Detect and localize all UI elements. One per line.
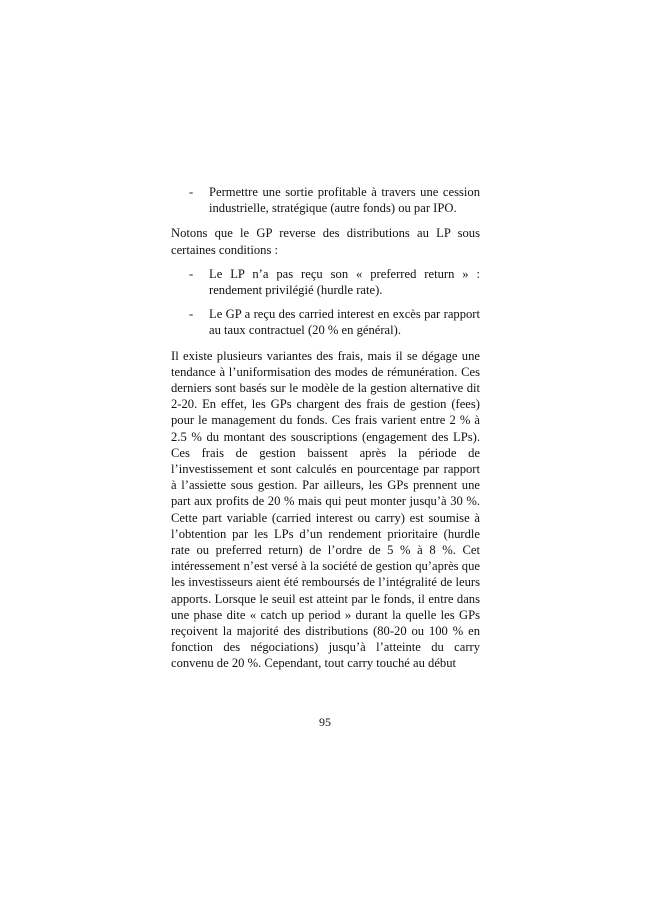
page-number: 95 (319, 715, 331, 729)
list-item-text: Le GP a reçu des carried interest en excès par rapport au taux contractuel (20 % en général). (209, 307, 480, 338)
list-dash: - (189, 185, 194, 199)
list-dash: - (189, 307, 194, 322)
page-body (171, 184, 480, 672)
list-item-exit (171, 184, 480, 216)
list-item-preferred-return (171, 266, 480, 298)
paragraph-main: Il existe plusieurs variantes des frais, mais il se dégage une tendance à l’uniformisation des modes de rémunération. Ces derniers sont basés sur le modèle de la gestion alternative dit 2-20. En effet, les GPs chargent des frais de gestion (fees) pour le management du fonds. Ces frais varient entre 2 % à 2.5 % du montant des souscriptions (engagement des LPs). Ces frais de gestion baissent après la période de l’investissement et sont calculés en pourcentage par rapport à l’assiette sous gestion. Par ailleurs, les GPs prennent une part aux profits de 20 % mais qui peut monter jusqu’à 30 %. Cette part variable (carried interest ou carry) est soumise à l’obtention par les LPs d’un rendement prioritaire (hurdle rate ou preferred return) de l’ordre de 5 % à 8 %. Cet intéressement n’est versé à la société de gestion qu’après que les investisseurs aient été remboursés de l’intégralité de leurs apports. Lorsque le seuil est atteint par le fonds, il entre dans une phase dite « catch up period » durant la quelle les GPs reçoivent la majorité des distributions (80-20 ou 100 % en fonction des négociations) jusqu’à l’atteinte du carry convenu de 20 %. Cependant, tout carry touché au début (171, 348, 480, 671)
list-item-text: Permettre une sortie profitable à travers une cession industrielle, stratégique (autre fonds) ou par IPO. (209, 185, 480, 216)
list-item-text: Le LP n’a pas reçu son « preferred return » : rendement privilégié (hurdle rate). (209, 266, 480, 298)
paragraph-intro: Notons que le GP reverse des distributions au LP sous certaines conditions : (171, 226, 480, 257)
list-dash: - (189, 266, 194, 281)
list-item-carried-interest (171, 306, 480, 338)
